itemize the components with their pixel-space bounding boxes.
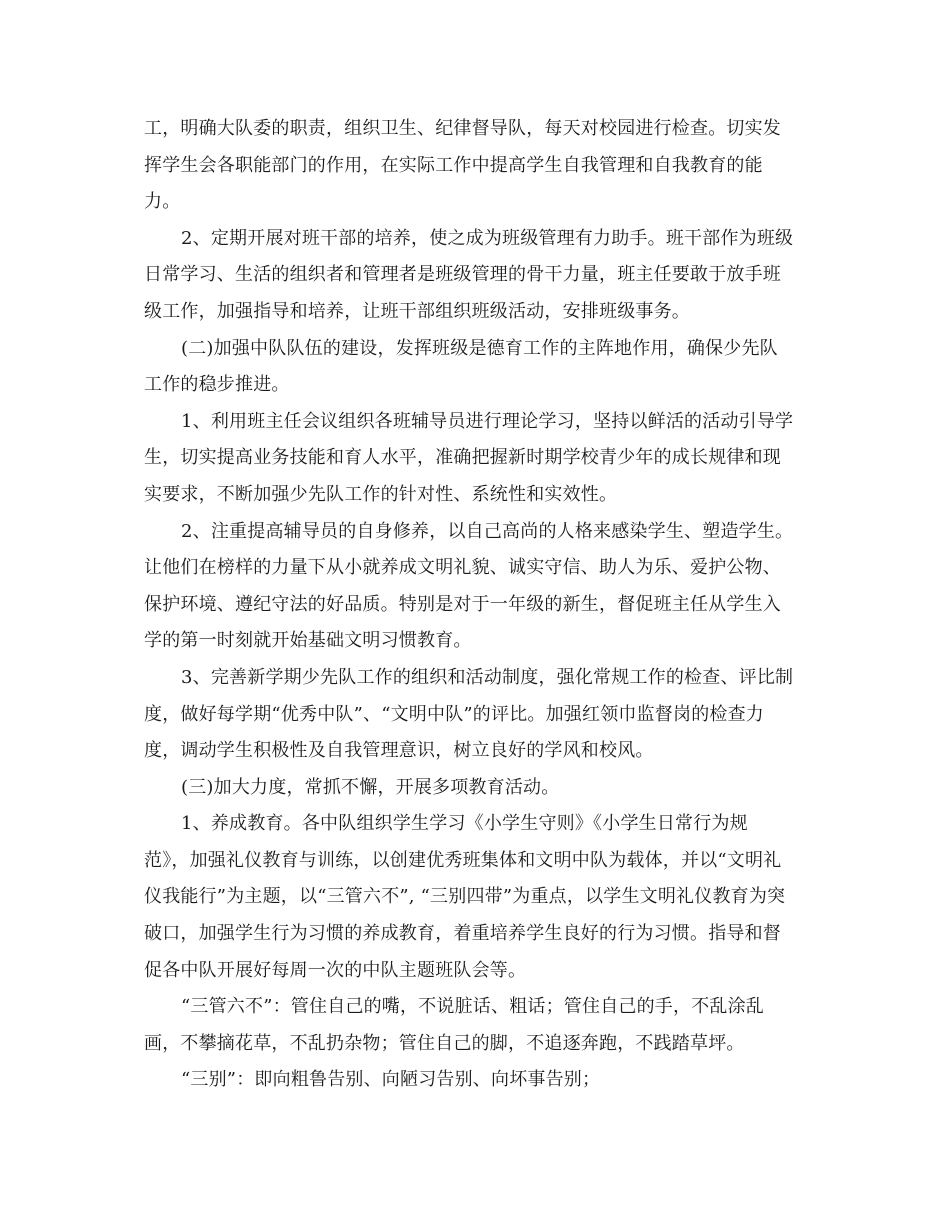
text-line: 1、利用班主任会议组织各班辅导员进行理论学习，坚持以鲜活的活动引导学 xyxy=(181,410,794,432)
text-line: (二)加强中队队伍的建设，发挥班级是德育工作的主阵地作用，确保少先队 xyxy=(181,337,778,359)
text-line: 保护环境、遵纪守法的好品质。特别是对于一年级的新生，督促班主任从学生入 xyxy=(144,593,781,615)
document-body xyxy=(144,111,814,1099)
text-line: 度，调动学生积极性及自我管理意识，树立良好的学风和校风。 xyxy=(144,740,654,762)
text-line: 学的第一时刻就开始基础文明习惯教育。 xyxy=(144,630,472,652)
text-line: 生，切实提高业务技能和育人水平，准确把握新时期学校青少年的成长规律和现 xyxy=(144,447,781,469)
text-line: 破口，加强学生行为习惯的养成教育，着重培养学生良好的行为习惯。指导和督 xyxy=(144,923,781,945)
text-line: 力。 xyxy=(144,191,181,213)
text-line: 画，不攀摘花草，不乱扔杂物；管住自己的脚，不追逐奔跑，不践踏草坪。 xyxy=(144,1032,745,1054)
text-line: 挥学生会各职能部门的作用，在实际工作中提高学生自我管理和自我教育的能 xyxy=(144,154,763,176)
text-line: 度，做好每学期“优秀中队”、“文明中队”的评比。加强红领巾监督岗的检查力 xyxy=(144,703,765,725)
text-line: 1、养成教育。各中队组织学生学习《小学生守则》《小学生日常行为规 xyxy=(181,813,748,835)
text-line: 级工作，加强指导和培养，让班干部组织班级活动，安排班级事务。 xyxy=(144,300,690,322)
text-line: 仪我能行”为主题，以“三管六不”, “三别四带”为重点，以学生文明礼仪教育为突 xyxy=(144,886,786,908)
text-line: 范》，加强礼仪教育与训练，以创建优秀班集体和文明中队为载体，并以“文明礼 xyxy=(144,849,782,871)
text-line: 工，明确大队委的职责，组织卫生、纪律督导队，每天对校园进行检查。切实发 xyxy=(144,118,781,139)
text-line: 3、完善新学期少先队工作的组织和活动制度，强化常规工作的检查、评比制 xyxy=(181,666,794,688)
text-line: 2、定期开展对班干部的培养，使之成为班级管理有力助手。班干部作为班级 xyxy=(181,227,794,249)
text-line: 促各中队开展好每周一次的中队主题班队会等。 xyxy=(144,959,527,981)
text-line: (三)加大力度，常抓不懈，开展多项教育活动。 xyxy=(181,776,560,798)
text-line: 2、注重提高辅导员的自身修养，以自己高尚的人格来感染学生、塑造学生。 xyxy=(181,520,794,542)
text-line: 实要求，不断加强少先队工作的针对性、系统性和实效性。 xyxy=(144,483,618,505)
text-line: “三别”：即向粗鲁告别、向陋习告别、向坏事告别； xyxy=(181,1069,601,1091)
text-line: 工作的稳步推进。 xyxy=(144,374,290,396)
text-line: 让他们在榜样的力量下从小就养成文明礼貌、诚实守信、助人为乐、爱护公物、 xyxy=(144,557,781,579)
text-line: “三管六不”：管住自己的嘴，不说脏话、粗话；管住自己的手，不乱涂乱 xyxy=(181,996,765,1018)
text-line: 日常学习、生活的组织者和管理者是班级管理的骨干力量，班主任要敢于放手班 xyxy=(144,264,781,286)
